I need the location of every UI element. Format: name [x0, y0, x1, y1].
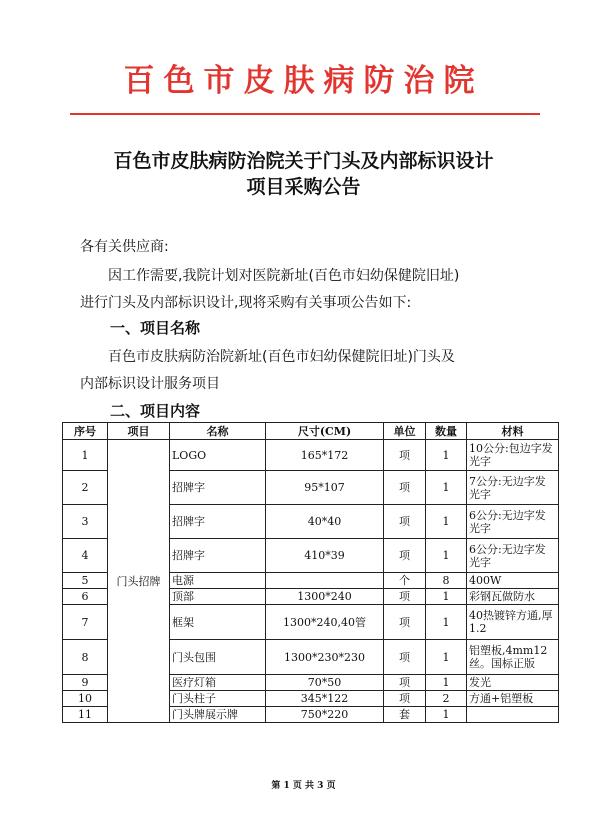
row-number: 5 — [63, 573, 108, 589]
header-cell: 材料 — [467, 423, 559, 440]
item-qty: 1 — [426, 707, 467, 723]
item-material: 方通+铝塑板 — [467, 691, 559, 707]
item-size: 1300*240 — [266, 589, 384, 605]
item-name: LOGO — [170, 440, 266, 471]
row-number: 10 — [63, 691, 108, 707]
document-title-line2: 项目采购公告 — [246, 176, 361, 198]
table-row — [63, 440, 559, 471]
section2-heading: 二、项目内容 — [110, 402, 201, 420]
item-unit: 项 — [384, 471, 426, 505]
item-material: 40热镀锌方通,厚1.2 — [467, 605, 559, 640]
item-size: 70*50 — [266, 675, 384, 691]
row-number: 6 — [63, 589, 108, 605]
item-qty: 2 — [426, 691, 467, 707]
item-material: 400W — [467, 573, 559, 589]
header-cell: 名称 — [170, 423, 266, 440]
row-number: 9 — [63, 675, 108, 691]
item-material: 铝塑板,4mm12丝。国标正版 — [467, 640, 559, 675]
item-qty: 1 — [426, 440, 467, 471]
item-material: 6公分:无边字发光字 — [467, 539, 559, 573]
item-material: 10公分:包边字发光字 — [467, 440, 559, 471]
row-number: 8 — [63, 640, 108, 675]
header-cell: 序号 — [63, 423, 108, 440]
item-material: 彩钢瓦做防水 — [467, 589, 559, 605]
item-name: 招牌字 — [170, 471, 266, 505]
header-cell: 项目 — [108, 423, 170, 440]
section1-line2: 内部标识设计服务项目 — [80, 376, 220, 392]
item-material — [467, 707, 559, 723]
item-material: 6公分:无边字发光字 — [467, 505, 559, 539]
item-size: 165*172 — [266, 440, 384, 471]
item-unit: 项 — [384, 505, 426, 539]
row-number: 4 — [63, 539, 108, 573]
row-number: 2 — [63, 471, 108, 505]
item-size: 750*220 — [266, 707, 384, 723]
item-qty: 1 — [426, 640, 467, 675]
header-cell: 单位 — [384, 423, 426, 440]
group-label: 门头招牌 — [108, 440, 170, 723]
section1-line1: 百色市皮肤病防治院新址(百色市妇幼保健院旧址)门头及 — [108, 349, 455, 365]
item-name: 电源 — [170, 573, 266, 589]
item-material: 发光 — [467, 675, 559, 691]
item-unit: 套 — [384, 707, 426, 723]
letterhead: 百色市皮肤病防治院 — [123, 63, 484, 99]
item-size: 95*107 — [266, 471, 384, 505]
item-unit: 项 — [384, 440, 426, 471]
item-size: 1300*230*230 — [266, 640, 384, 675]
item-qty: 1 — [426, 505, 467, 539]
item-name: 框架 — [170, 605, 266, 640]
page-footer: 第 1 页 共 3 页 — [271, 781, 336, 791]
row-number: 1 — [63, 440, 108, 471]
intro-line1: 因工作需要,我院计划对医院新址(百色市妇幼保健院旧址) — [108, 268, 460, 284]
item-name: 招牌字 — [170, 505, 266, 539]
row-number: 3 — [63, 505, 108, 539]
item-name: 门头包围 — [170, 640, 266, 675]
item-unit: 项 — [384, 675, 426, 691]
item-qty: 1 — [426, 675, 467, 691]
item-unit: 个 — [384, 573, 426, 589]
item-name: 门头柱子 — [170, 691, 266, 707]
header-cell: 数量 — [426, 423, 467, 440]
item-qty: 8 — [426, 573, 467, 589]
item-qty: 1 — [426, 471, 467, 505]
row-number: 7 — [63, 605, 108, 640]
intro-line2: 进行门头及内部标识设计,现将采购有关事项公告如下: — [80, 295, 412, 311]
salutation: 各有关供应商: — [80, 239, 169, 255]
item-unit: 项 — [384, 605, 426, 640]
document-title-line1: 百色市皮肤病防治院关于门头及内部标识设计 — [113, 150, 494, 172]
item-size: 1300*240,40管 — [266, 605, 384, 640]
header-cell: 尺寸(CM) — [266, 423, 384, 440]
item-size: 40*40 — [266, 505, 384, 539]
item-unit: 项 — [384, 640, 426, 675]
item-qty: 1 — [426, 605, 467, 640]
item-size: 410*39 — [266, 539, 384, 573]
item-qty: 1 — [426, 589, 467, 605]
section1-heading: 一、项目名称 — [110, 319, 201, 337]
item-size — [266, 573, 384, 589]
procurement-table — [62, 422, 559, 723]
item-qty: 1 — [426, 539, 467, 573]
item-name: 门头牌展示牌 — [170, 707, 266, 723]
item-unit: 项 — [384, 589, 426, 605]
letterhead-divider — [70, 113, 540, 115]
item-unit: 项 — [384, 539, 426, 573]
item-size: 345*122 — [266, 691, 384, 707]
item-name: 顶部 — [170, 589, 266, 605]
item-name: 医疗灯箱 — [170, 675, 266, 691]
table-header-row — [63, 423, 559, 440]
row-number: 11 — [63, 707, 108, 723]
item-unit: 项 — [384, 691, 426, 707]
item-material: 7公分:无边字发光字 — [467, 471, 559, 505]
item-name: 招牌字 — [170, 539, 266, 573]
